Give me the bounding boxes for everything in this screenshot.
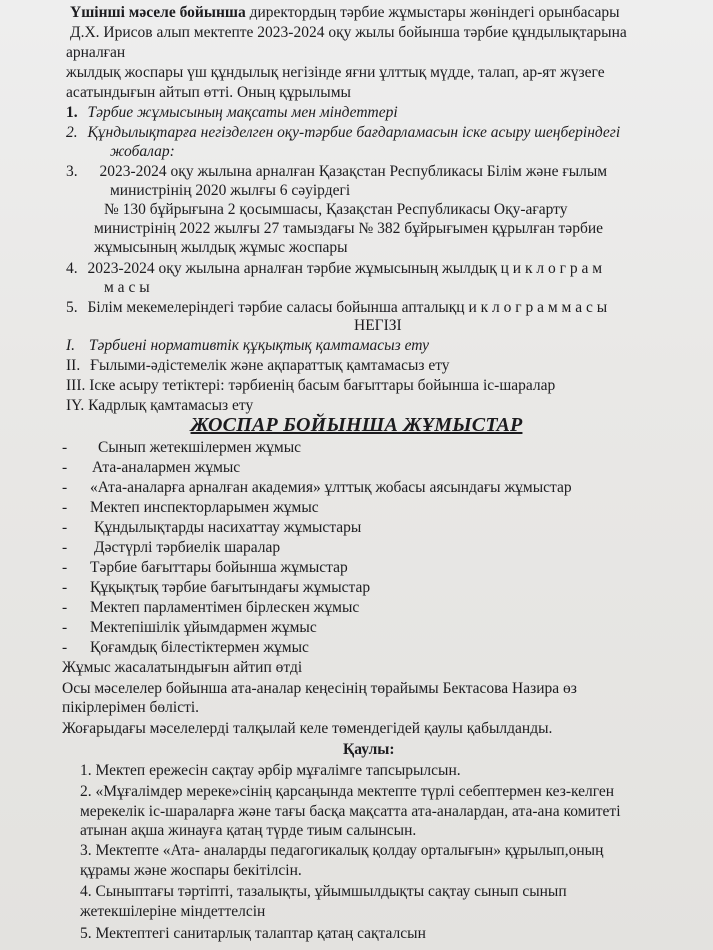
- structure-item-3: [66, 163, 607, 181]
- decision-3-line-2: құрамы және жоспары бекітілсін.: [80, 862, 302, 879]
- intro-line-5: асатындығын айтып өтті. Оның құрылымы: [66, 84, 351, 101]
- dash-bullet: -: [62, 479, 68, 496]
- structure-item-4-cont: м а с ы: [104, 279, 150, 296]
- dash-bullet: -: [62, 559, 68, 576]
- plan-item: - Қоғамдық білестіктермен жұмыс: [62, 639, 309, 656]
- basis-item-1: [66, 337, 429, 355]
- basis-item-2: [66, 357, 450, 375]
- structure-num: 1.: [66, 104, 78, 121]
- structure-text: Құндылықтарға негізделген оқу-тәрбие бағдарламасын іске асыру шеңберіндегі: [87, 124, 621, 141]
- structure-num: 2.: [66, 124, 78, 141]
- structure-item-2-cont: жобалар:: [110, 143, 175, 160]
- after-line-4: Жоғарыдағы мәселелерді талқылай келе төмендегідей қаулы қабылданды.: [62, 720, 553, 737]
- plan-item: - Мектепішілік ұйымдармен жұмыс: [62, 619, 317, 636]
- basis-item-3: [66, 377, 555, 395]
- basis-num: IY.: [66, 397, 85, 414]
- plan-item: - Тәрбие бағыттары бойынша жұмыстар: [62, 559, 348, 576]
- plan-item: - Мектеп парламентімен бірлескен жұмыс: [62, 599, 360, 616]
- intro-line-2: Д.Х. Ирисов алып мектепте 2023-2024 оқу жылы бойынша тәрбие құндылықтарына: [70, 24, 627, 41]
- decision-4-line-1: 4. Сыныптағы тәртіпті, тазалықты, ұйымшылдықты сақтау сынып сынып: [80, 883, 567, 900]
- after-line-2: Осы мәселелер бойынша ата-аналар кеңесінің төрайымы Бектасова Назира өз: [62, 680, 577, 697]
- decision-2-line-1: 2. «Мұғалімдер мереке»сінің қарсаңында мектепте түрлі себептермен кез-келген: [80, 783, 615, 800]
- structure-num: 4.: [66, 260, 78, 277]
- structure-item-3-cont-3: министрінің 2022 жылғы 27 тамыздағы № 382 бұйрығымен құрылған тәрбие: [94, 220, 604, 237]
- dash-bullet: -: [62, 619, 68, 636]
- decision-3-line-1: 3. Мектепте «Ата- аналарды педагогикалық қолдау орталығын» құрылып,оның: [80, 842, 604, 859]
- structure-num: 3.: [66, 163, 78, 180]
- structure-num: 5.: [66, 299, 78, 316]
- structure-text: Білім мекемелеріндегі тәрбие саласы бойынша апталықц и к л о г р а м м а с ы: [87, 299, 608, 316]
- after-line-3: пікірлерімен бөлісті.: [62, 699, 200, 716]
- structure-item-3-cont-1: министрінің 2020 жылғы 6 сәуірдегі: [110, 182, 351, 199]
- decision-1: 1. Мектеп ережесін сақтау әрбір мұғалімге тапсырылсын.: [80, 762, 461, 779]
- plan-item: - Сынып жетекшілермен жұмыс: [62, 439, 301, 456]
- dash-bullet: -: [62, 599, 68, 616]
- plan-item: - Құндылықтарды насихаттау жұмыстары: [62, 519, 362, 536]
- dash-bullet: -: [62, 579, 68, 596]
- basis-title: НЕГІЗІ: [354, 317, 402, 334]
- structure-item-3-cont-4: жұмысының жылдық жұмыс жоспары: [94, 239, 348, 256]
- dash-bullet: -: [62, 439, 68, 456]
- basis-num: I.: [66, 337, 76, 354]
- decision-title: Қаулы:: [343, 741, 395, 758]
- basis-num: II.: [66, 357, 81, 374]
- structure-item-5: [66, 299, 607, 317]
- decision-2-line-2: мерекелік іс-шараларға және тағы басқа мақсатта ата-аналардан, ата-ана комитеті: [80, 803, 621, 820]
- dash-bullet: -: [62, 639, 68, 656]
- dash-bullet: -: [62, 499, 68, 516]
- intro-line-1-rest: директордың тәрбие жұмыстары жөніндегі орынбасары: [245, 4, 620, 21]
- plan-item: - Дәстүрлі тәрбиелік шаралар: [62, 539, 281, 556]
- plan-title: ЖОСПАР БОЙЫНША ЖҰМЫСТАР: [190, 414, 523, 436]
- dash-bullet: -: [62, 519, 68, 536]
- structure-text: 2023-2024 оқу жылына арналған Қазақстан Республикасы Білім және ғылым: [99, 163, 608, 180]
- decision-4-line-2: жетекшілеріне міндеттелсін: [80, 903, 266, 920]
- structure-item-1: [66, 104, 398, 122]
- structure-item-2: [66, 124, 620, 142]
- basis-text: Кадрлық қамтамасыз ету: [88, 397, 254, 414]
- plan-item: - «Ата-аналарға арналған академия» ұлттық жобасы аясындағы жұмыстар: [62, 479, 572, 496]
- structure-item-4: [66, 260, 602, 278]
- intro-line-4: жылдық жоспары үш құндылық негізінде яғни ұлттық мүдде, талап, ар-ят жүзеге: [66, 64, 605, 81]
- plan-item: - Мектеп инспекторларымен жұмыс: [62, 499, 319, 516]
- decision-2-line-3: атынан ақша жинауға қатаң түрде тиым салынсын.: [80, 822, 417, 839]
- structure-item-3-cont-2: № 130 бұйрығына 2 қосымшасы, Қазақстан Республикасы Оқу-ағарту: [104, 201, 568, 218]
- structure-text: Тәрбие жұмысының мақсаты мен міндеттері: [87, 104, 398, 121]
- decision-5: 5. Мектептегі санитарлық талаптар қатаң сақталсын: [80, 925, 426, 942]
- basis-text: Тәрбиені нормативтік құқықтық қамтамасыз ету: [88, 337, 429, 354]
- dash-bullet: -: [62, 539, 68, 556]
- intro-bold-lead: Үшінші мәселе бойынша: [70, 4, 246, 21]
- dash-bullet: -: [62, 459, 68, 476]
- intro-line-1: [70, 4, 620, 22]
- basis-num: III.: [66, 377, 86, 394]
- plan-item: - Ата-аналармен жұмыс: [62, 459, 241, 476]
- basis-item-4: [66, 397, 253, 415]
- basis-text: Іске асыру тетіктері: тәрбиенің басым бағыттары бойынша іс-шаралар: [89, 377, 556, 394]
- plan-item: - Құқықтық тәрбие бағытындағы жұмыстар: [62, 579, 371, 596]
- basis-text: Ғылыми-әдістемелік және ақпараттық қамтамасыз ету: [90, 357, 450, 374]
- structure-text: 2023-2024 оқу жылына арналған тәрбие жұмысының жылдық ц и к л о г р а м: [87, 260, 603, 277]
- intro-line-3: арналған: [66, 44, 126, 61]
- after-line-1: Жұмыс жасалатындығын айтип өтді: [62, 659, 303, 676]
